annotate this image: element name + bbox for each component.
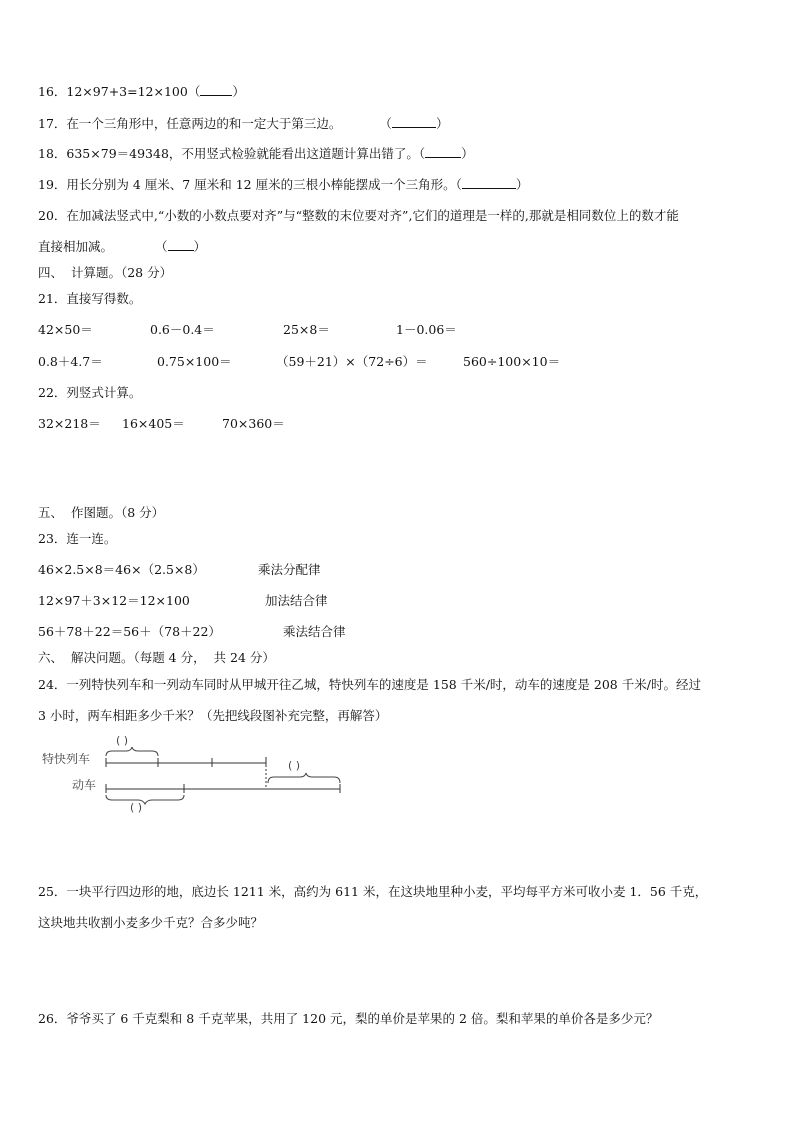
- question-21-title: 21．直接写得数。: [38, 291, 142, 306]
- question-17-text: 17．在一个三角形中，任意两边的和一定大于第三边。: [38, 116, 342, 131]
- answer-blank[interactable]: [200, 84, 232, 96]
- question-16: [38, 84, 245, 100]
- close-paren: ）: [461, 146, 474, 161]
- answer-blank[interactable]: [462, 177, 516, 189]
- calc-item: 25×8＝: [283, 322, 330, 337]
- question-20-line-1: 20．在加减法竖式中,“小数的小数点要对齐”与“整数的末位要对齐”,它们的道理是一样的,那就是相同数位上的数才能: [38, 208, 679, 223]
- close-paren: ）: [193, 239, 207, 254]
- question-20-text: 直接相加减。: [38, 239, 114, 254]
- label-express-train: 特快列车: [42, 752, 91, 766]
- match-left-item[interactable]: 56＋78＋22＝56＋（78＋22）: [38, 624, 221, 639]
- answer-blank[interactable]: [425, 146, 461, 158]
- match-left-item[interactable]: 46×2.5×8＝46×（2.5×8）: [38, 562, 205, 577]
- question-24-line-1: 24．一列特快列车和一列动车同时从甲城开往乙城，特快列车的速度是 158 千米/时，动车的速度是 208 千米/时。经过: [38, 677, 701, 692]
- bottom-brace: [106, 795, 184, 804]
- open-paren: （: [379, 116, 392, 131]
- calc-item: 560÷100×10＝: [463, 354, 561, 369]
- top-brace: [106, 747, 158, 756]
- right-brace: [268, 773, 340, 783]
- match-left-item[interactable]: 12×97＋3×12＝12×100: [38, 593, 190, 608]
- question-19: [38, 177, 528, 193]
- section-heading-4: 四、 计算题。（28 分）: [38, 265, 173, 280]
- match-right-item[interactable]: 乘法结合律: [283, 624, 346, 639]
- calc-item: 42×50＝: [38, 322, 93, 337]
- section-heading-6: 六、 解决问题。（每题 4 分， 共 24 分）: [38, 650, 275, 665]
- question-16-text: 16．12×97+3=12×100（: [38, 84, 201, 99]
- question-18-text: 18．635×79＝49348，不用竖式检验就能看出这道题计算出错了。（: [38, 146, 426, 161]
- question-19-text: 19．用长分别为 4 厘米、7 厘米和 12 厘米的三根小棒能摆成一个三角形。（: [38, 177, 462, 192]
- calc-item: 0.75×100＝: [157, 354, 232, 369]
- question-18: [38, 146, 474, 162]
- answer-blank[interactable]: [168, 239, 194, 251]
- line-segment-diagram[interactable]: [38, 733, 358, 813]
- calc-item: （59＋21）×（72÷6）＝: [276, 354, 428, 369]
- calc-item: 0.6－0.4＝: [150, 322, 215, 337]
- match-right-item[interactable]: 加法结合律: [265, 593, 328, 608]
- close-paren: ）: [232, 84, 245, 99]
- answer-blank[interactable]: [392, 116, 436, 128]
- question-26-line-1: 26．爷爷买了 6 千克梨和 8 千克苹果，共用了 120 元，梨的单价是苹果的 2 倍。梨和苹果的单价各是多少元？: [38, 1011, 659, 1026]
- vertical-calc-item: 70×360＝: [222, 416, 285, 431]
- question-25-line-1: 25．一块平行四边形的地，底边长 1211 米，高约为 611 米，在这块地里种小麦，平均每平方米可收小麦 1．56 千克，: [38, 884, 708, 899]
- question-25-line-2: 这块地共收割小麦多少千克？合多少吨？: [38, 915, 264, 930]
- calc-item: 0.8＋4.7＝: [38, 354, 103, 369]
- question-24-line-2: 3 小时，两车相距多少千米？（先把线段图补充完整，再解答）: [38, 708, 388, 723]
- top-paren: ( ): [116, 734, 129, 747]
- match-right-item[interactable]: 乘法分配律: [258, 562, 321, 577]
- vertical-calc-item: 32×218＝: [38, 416, 101, 431]
- label-bullet-train: 动车: [72, 778, 97, 792]
- section-heading-5: 五、 作图题。（8 分）: [38, 505, 165, 520]
- bottom-paren: ( ): [130, 801, 143, 813]
- close-paren: ）: [435, 116, 449, 131]
- vertical-calc-item: 16×405＝: [122, 416, 185, 431]
- right-paren: ( ): [288, 759, 301, 772]
- question-22-title: 22．列竖式计算。: [38, 385, 142, 400]
- question-23-title: 23．连一连。: [38, 531, 117, 546]
- open-paren: （: [155, 239, 168, 254]
- close-paren: ）: [515, 177, 529, 192]
- calc-item: 1－0.06＝: [396, 322, 457, 337]
- question-20-line-2: [38, 239, 206, 255]
- question-17: [38, 116, 448, 132]
